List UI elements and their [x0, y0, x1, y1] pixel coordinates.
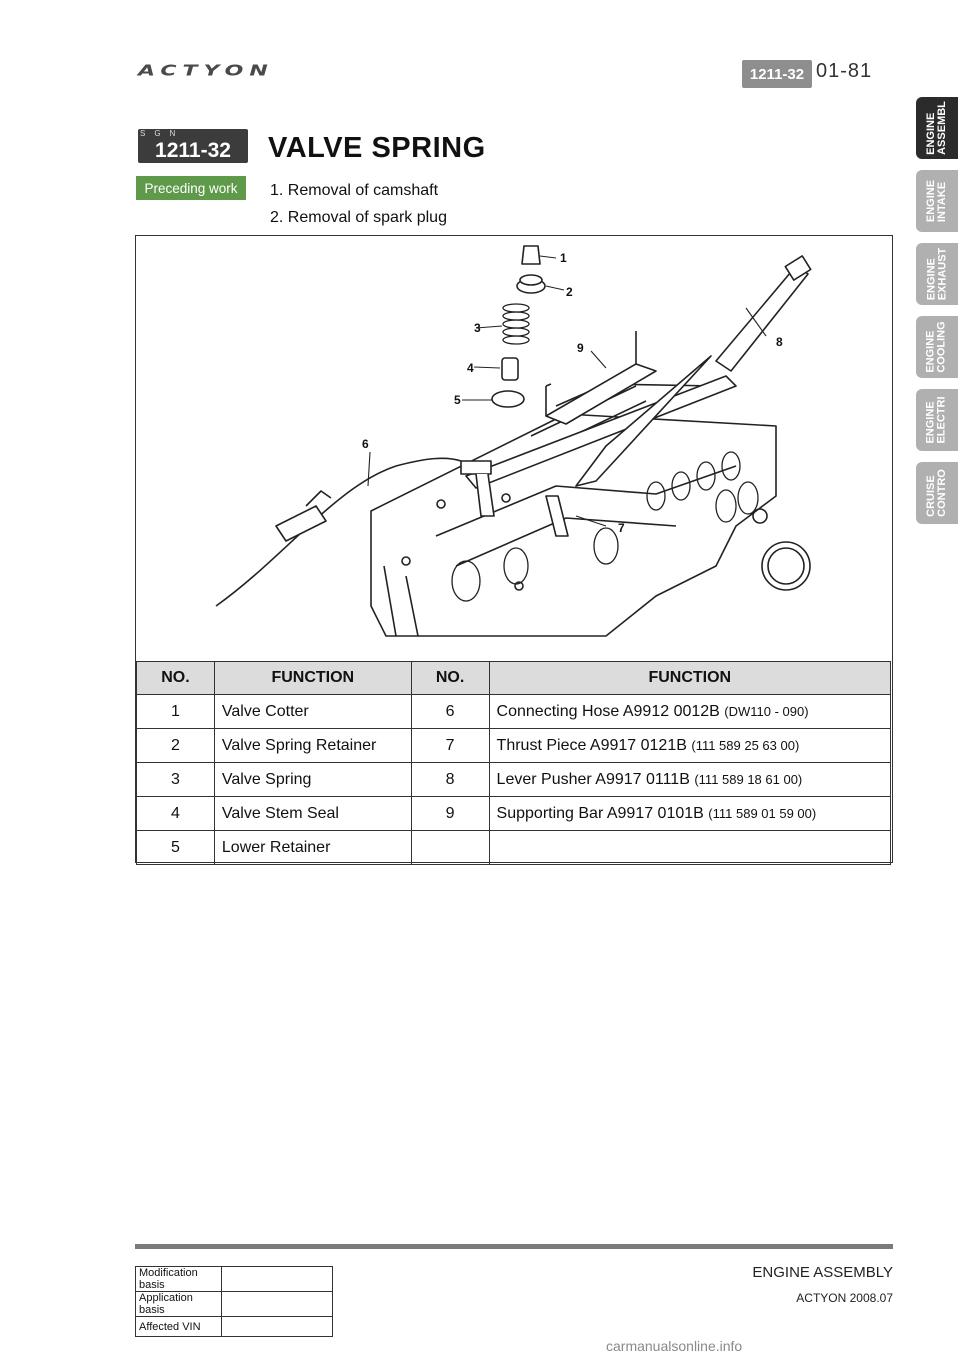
part-number: 1 — [137, 695, 215, 729]
callout-5: 5 — [454, 393, 461, 407]
footer-divider — [135, 1244, 893, 1249]
sgn-code: 1211-32 — [155, 139, 231, 162]
part-number — [411, 831, 489, 865]
header-function: FUNCTION — [489, 662, 890, 695]
part-function-tool: Supporting Bar A9917 0101B (111 589 01 59 00) — [489, 797, 890, 831]
page-number: 01-81 — [816, 60, 873, 82]
side-tab-engine-electric[interactable]: ENGINE ELECTRI — [916, 389, 958, 451]
callout-1: 1 — [560, 251, 567, 265]
preceding-work-badge: Preceding work — [136, 176, 246, 200]
part-function-tool: Connecting Hose A9912 0012B (DW110 - 090) — [489, 695, 890, 729]
header-section-code: 1211-32 — [742, 60, 812, 88]
side-tab-engine-exhaust[interactable]: ENGINE EXHAUST — [916, 243, 958, 305]
header-function: FUNCTION — [214, 662, 411, 695]
callout-6: 6 — [362, 437, 369, 451]
callout-3: 3 — [474, 321, 481, 335]
callout-2: 2 — [566, 285, 573, 299]
part-number: 9 — [411, 797, 489, 831]
callout-7: 7 — [618, 521, 625, 535]
preceding-work-list — [270, 177, 447, 231]
modification-basis-value — [222, 1267, 333, 1292]
table-header-row — [137, 662, 891, 695]
callout-8: 8 — [776, 335, 783, 349]
sgn-label: SGN — [140, 129, 185, 138]
affected-vin-label: Affected VIN — [136, 1317, 222, 1337]
brand-logo: ACTYON — [138, 62, 274, 80]
figure-table-frame — [135, 235, 893, 863]
watermark: carmanualsonline.info — [606, 1338, 743, 1354]
part-number: 6 — [411, 695, 489, 729]
preceding-work-item: 1. Removal of camshaft — [270, 182, 439, 199]
part-number: 2 — [137, 729, 215, 763]
valve-spring-figure — [136, 236, 891, 661]
modification-table — [135, 1266, 333, 1337]
part-function-tool: Lever Pusher A9917 0111B (111 589 18 61 00) — [489, 763, 890, 797]
table-row — [137, 729, 891, 763]
side-tab-engine-cooling[interactable]: ENGINE COOLING — [916, 316, 958, 378]
page-title: VALVE SPRING — [268, 132, 486, 164]
application-basis-value — [222, 1292, 333, 1317]
part-number: 8 — [411, 763, 489, 797]
side-tab-engine-intake[interactable]: ENGINE INTAKE — [916, 170, 958, 232]
part-number: 4 — [137, 797, 215, 831]
part-number: 5 — [137, 831, 215, 865]
parts-table — [136, 661, 891, 865]
part-number: 7 — [411, 729, 489, 763]
side-tab-engine-assembly[interactable]: ENGINE ASSEMBL — [916, 97, 958, 159]
header-no: NO. — [411, 662, 489, 695]
part-function-tool — [489, 831, 890, 865]
application-basis-label: Application basis — [136, 1292, 222, 1317]
table-row — [137, 763, 891, 797]
modification-basis-label: Modification basis — [136, 1267, 222, 1292]
preceding-work-item: 2. Removal of spark plug — [270, 209, 447, 226]
part-function-tool: Thrust Piece A9917 0121B (111 589 25 63 00) — [489, 729, 890, 763]
tool-code: (DW110 - 090) — [724, 703, 809, 719]
table-row — [137, 831, 891, 865]
callout-4: 4 — [467, 361, 474, 375]
part-number: 3 — [137, 763, 215, 797]
affected-vin-value — [222, 1317, 333, 1337]
table-row — [136, 1292, 333, 1317]
table-row — [137, 797, 891, 831]
table-row — [136, 1317, 333, 1337]
part-function: Valve Spring Retainer — [214, 729, 411, 763]
header-no: NO. — [137, 662, 215, 695]
table-row — [137, 695, 891, 729]
footer-model: ACTYON 2008.07 — [796, 1291, 893, 1305]
part-function: Valve Stem Seal — [214, 797, 411, 831]
side-tab-cruise-control[interactable]: CRUISE CONTRO — [916, 462, 958, 524]
part-function: Valve Spring — [214, 763, 411, 797]
tool-code: (111 589 01 59 00) — [708, 805, 817, 821]
callout-9: 9 — [577, 341, 584, 355]
table-row — [136, 1267, 333, 1292]
tool-code: (111 589 18 61 00) — [694, 771, 803, 787]
part-function: Lower Retainer — [214, 831, 411, 865]
tool-code: (111 589 25 63 00) — [691, 737, 800, 753]
part-function: Valve Cotter — [214, 695, 411, 729]
footer-section: ENGINE ASSEMBLY — [752, 1264, 893, 1281]
